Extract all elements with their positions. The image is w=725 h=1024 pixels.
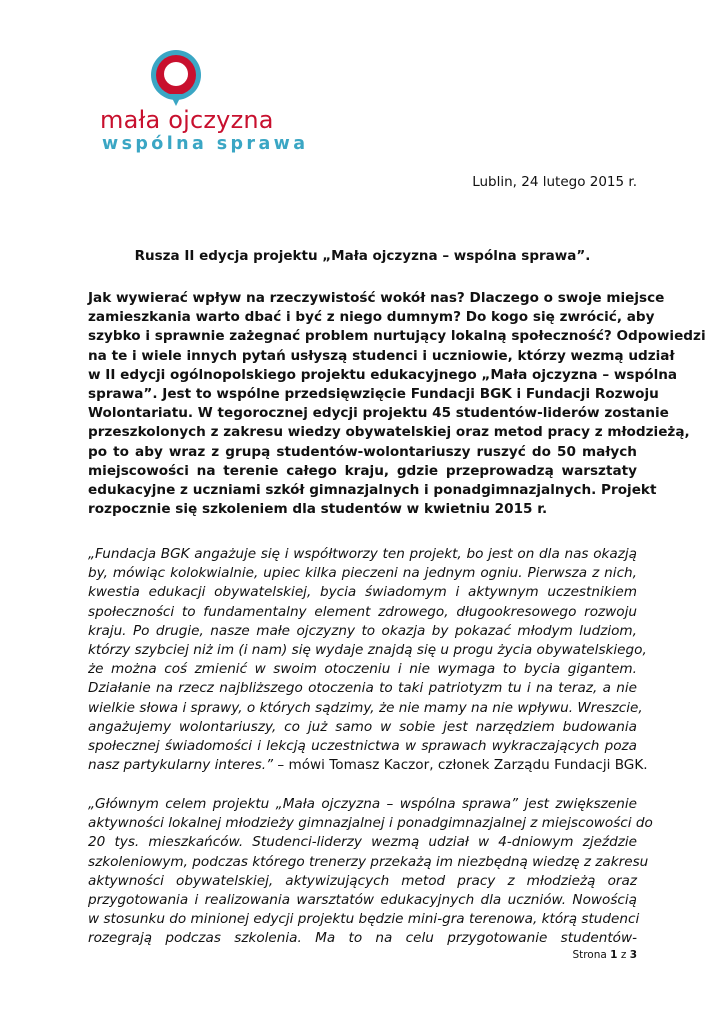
logo-subtitle: wspólna sprawa [102,134,309,154]
lead-line: na te i wiele innych pytań usłyszą studenci i uczniowie, którzy wezmą udział [88,347,675,364]
lead-line: w II edycji ogólnopolskiego projektu edukacyjnego „Mała ojczyzna – wspólna [88,366,678,383]
quote-line: „Fundacja BGK angażuje się i współtworzy ten projekt, bo jest on dla nas okazją [88,546,637,562]
quote-line: „Głównym celem projektu „Mała ojczyzna – wspólna sprawa” jest zwiększenie [88,796,637,812]
quote-line: aktywności obywatelskiej, aktywizujących metod pracy z młodzieżą oraz [88,872,637,889]
quote-line: którzy szybciej niż im (i nam) się wydaje znajdą się u progu życia obywatelskiego, [88,641,647,658]
lead-line: edukacyjne z uczniami szkół gimnazjalnych i ponadgimnazjalnych. Projekt [88,481,657,498]
quote-line: kraju. Po drugie, nasze małe ojczyzny to okazja by pokazać młodym ludziom, [88,622,637,639]
quote-paragraph-2 [88,795,653,949]
quote-line: przygotowania i realizowania warsztatów edukacyjnych dla uczniów. Nowością [88,891,637,908]
lead-line: szybko i sprawnie zażegnać problem nurtujący lokalną społeczność? Odpowiedzi [88,328,706,345]
quote-line: że można coś zmienić w swoim otoczeniu i nie wymaga to bycia gigantem. [88,661,637,678]
lead-line: rozpocznie się szkoleniem dla studentów w kwietniu 2015 r. [88,501,548,518]
quote-line: rozegrają podczas szkolenia. Ma to na celu przygotowanie studentów- [88,930,637,947]
quote-line: wielkie słowa i sprawy, o których sądzimy, że nie mamy na nie wpływu. Wreszcie, [88,699,643,716]
quote-line: społeczności to fundamentalny element zdrowego, długookresowego rozwoju [88,603,637,620]
lead-line: Jak wywierać wpływ na rzeczywistość wokół nas? Dlaczego o swoje miejsce [88,290,665,306]
quote-line: społecznej świadomości i lekcją uczestnictwa w sprawach wykraczających poza [88,737,637,754]
quote-line: by, mówiąc kolokwialnie, upiec kilka pieczeni na jednym ogniu. Pierwsza z nich, [88,565,637,582]
quote-paragraph-1 [88,545,648,775]
footer-page-total: 3 [629,949,637,961]
logo [92,48,309,158]
footer-page-number: 1 [610,949,618,961]
location-pin-icon [144,48,208,110]
lead-line: sprawa”. Jest to wspólne przedsięwzięcie Fundacji BGK i Fundacji Rozwoju [88,385,659,402]
page-footer [572,949,637,961]
quote-line: kwestia edukacji obywatelskiej, bycia świadomym i aktywnym uczestnikiem [88,584,637,601]
quote-last-line [88,756,648,775]
lead-line: przeszkolonych z zakresu wiedzy obywatelskiej oraz metod pracy z młodzieżą, [88,424,690,441]
quote-attribution: – mówi Tomasz Kaczor, członek Zarządu Fundacji BGK. [273,757,648,774]
quote-line: w stosunku do minionej edycji projektu będzie mini-gra terenowa, którą studenci [88,911,640,928]
headline: Rusza II edycja projektu „Mała ojczyzna – wspólna sprawa”. [134,248,591,264]
date-line: Lublin, 24 lutego 2015 r. [472,174,637,190]
logo-title: mała ojczyzna [100,106,274,134]
quote-line: Działanie na rzecz najbliższego otoczenia to taki patriotyzm tu i na teraz, a nie [88,680,637,697]
lead-line: po to aby wraz z grupą studentów-wolontariuszy ruszyć do 50 małych [88,443,637,460]
lead-line: miejscowości na terenie całego kraju, gdzie przeprowadzą warsztaty [88,462,637,479]
footer-separator: z [620,949,627,961]
quote-line: szkoleniowym, podczas którego trenerzy przekażą im niezbędną wiedzę z zakresu [88,853,649,870]
quote-line: angażujemy wolontariuszy, co już samo w sobie jest narzędziem budowania [88,718,637,735]
lead-paragraph [88,289,706,519]
lead-line: zamieszkania warto dbać i być z niego dumnym? Do kogo się zwrócić, aby [88,309,655,326]
quote-ending: nasz partykularny interes.” [88,757,274,774]
quote-line: 20 tys. mieszkańców. Studenci-liderzy wezmą udział w 4-dniowym zjeździe [88,834,637,851]
quote-line: aktywności lokalnej młodzieży gimnazjalnej i ponadgimnazjalnej z miejscowości do [88,815,653,832]
footer-label: Strona [572,949,607,961]
lead-line: Wolontariatu. W tegorocznej edycji projektu 45 studentów-liderów zostanie [88,405,669,422]
